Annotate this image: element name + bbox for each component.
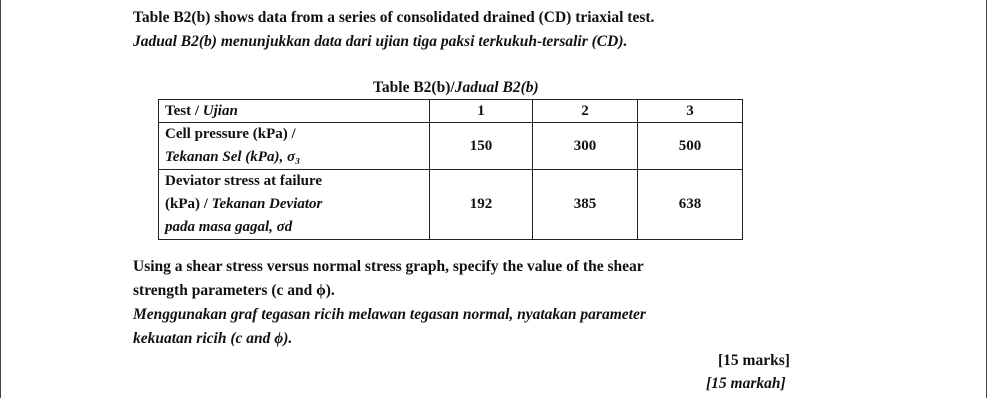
deviator-stress-label-malay: Tekanan Deviator bbox=[211, 196, 323, 212]
deviator-stress-label bbox=[159, 170, 430, 240]
data-table bbox=[158, 99, 743, 240]
cell-pressure-test-1: 150 bbox=[430, 123, 533, 170]
question-english-line1: Using a shear stress versus normal stress graph, specify the value of the shear bbox=[133, 258, 644, 275]
header-label-malay: Ujian bbox=[202, 102, 238, 119]
cell-pressure-label bbox=[159, 123, 430, 170]
table-row-deviator-stress bbox=[159, 170, 743, 240]
header-test-1: 1 bbox=[430, 100, 533, 123]
marks-english: [15 marks] bbox=[718, 352, 790, 369]
header-label-english: Test / bbox=[165, 102, 203, 119]
intro-english: Table B2(b) shows data from a series of consolidated drained (CD) triaxial test. bbox=[133, 9, 655, 26]
cell-pressure-test-3: 500 bbox=[638, 123, 743, 170]
intro-malay: Jadual B2(b) menunjukkan data dari ujian tiga paksi terkukuh-tersalir (CD). bbox=[133, 33, 628, 50]
table-header-row bbox=[159, 100, 743, 123]
question-malay-line1: Menggunakan graf tegasan ricih melawan tegasan normal, nyatakan parameter bbox=[133, 306, 646, 323]
deviator-stress-label-line2 bbox=[165, 193, 423, 216]
deviator-stress-label-unit: (kPa) / bbox=[165, 196, 212, 212]
deviator-stress-test-2: 385 bbox=[533, 170, 638, 240]
cell-pressure-test-2: 300 bbox=[533, 123, 638, 170]
table-caption bbox=[373, 79, 539, 97]
deviator-stress-label-line3: pada masa gagal, σd bbox=[165, 219, 293, 235]
header-test-3: 3 bbox=[638, 100, 743, 123]
cell-pressure-label-malay: Tekanan Sel (kPa), σ₃ bbox=[165, 149, 301, 165]
deviator-stress-test-3: 638 bbox=[638, 170, 743, 240]
deviator-stress-label-line1: Deviator stress at failure bbox=[165, 173, 323, 189]
marks-malay: [15 markah] bbox=[706, 375, 786, 392]
header-test-2: 2 bbox=[533, 100, 638, 123]
question-malay-line2: kekuatan ricih (c and ϕ). bbox=[133, 330, 293, 347]
deviator-stress-test-1: 192 bbox=[430, 170, 533, 240]
question-english-line2: strength parameters (c and ϕ). bbox=[133, 282, 335, 299]
header-label-cell bbox=[159, 100, 430, 123]
table-caption-malay: Jadual B2(b) bbox=[454, 79, 539, 96]
table-row-cell-pressure bbox=[159, 123, 743, 170]
cell-pressure-label-english: Cell pressure (kPa) / bbox=[165, 126, 296, 142]
table-caption-english: Table B2(b)/ bbox=[373, 79, 455, 96]
